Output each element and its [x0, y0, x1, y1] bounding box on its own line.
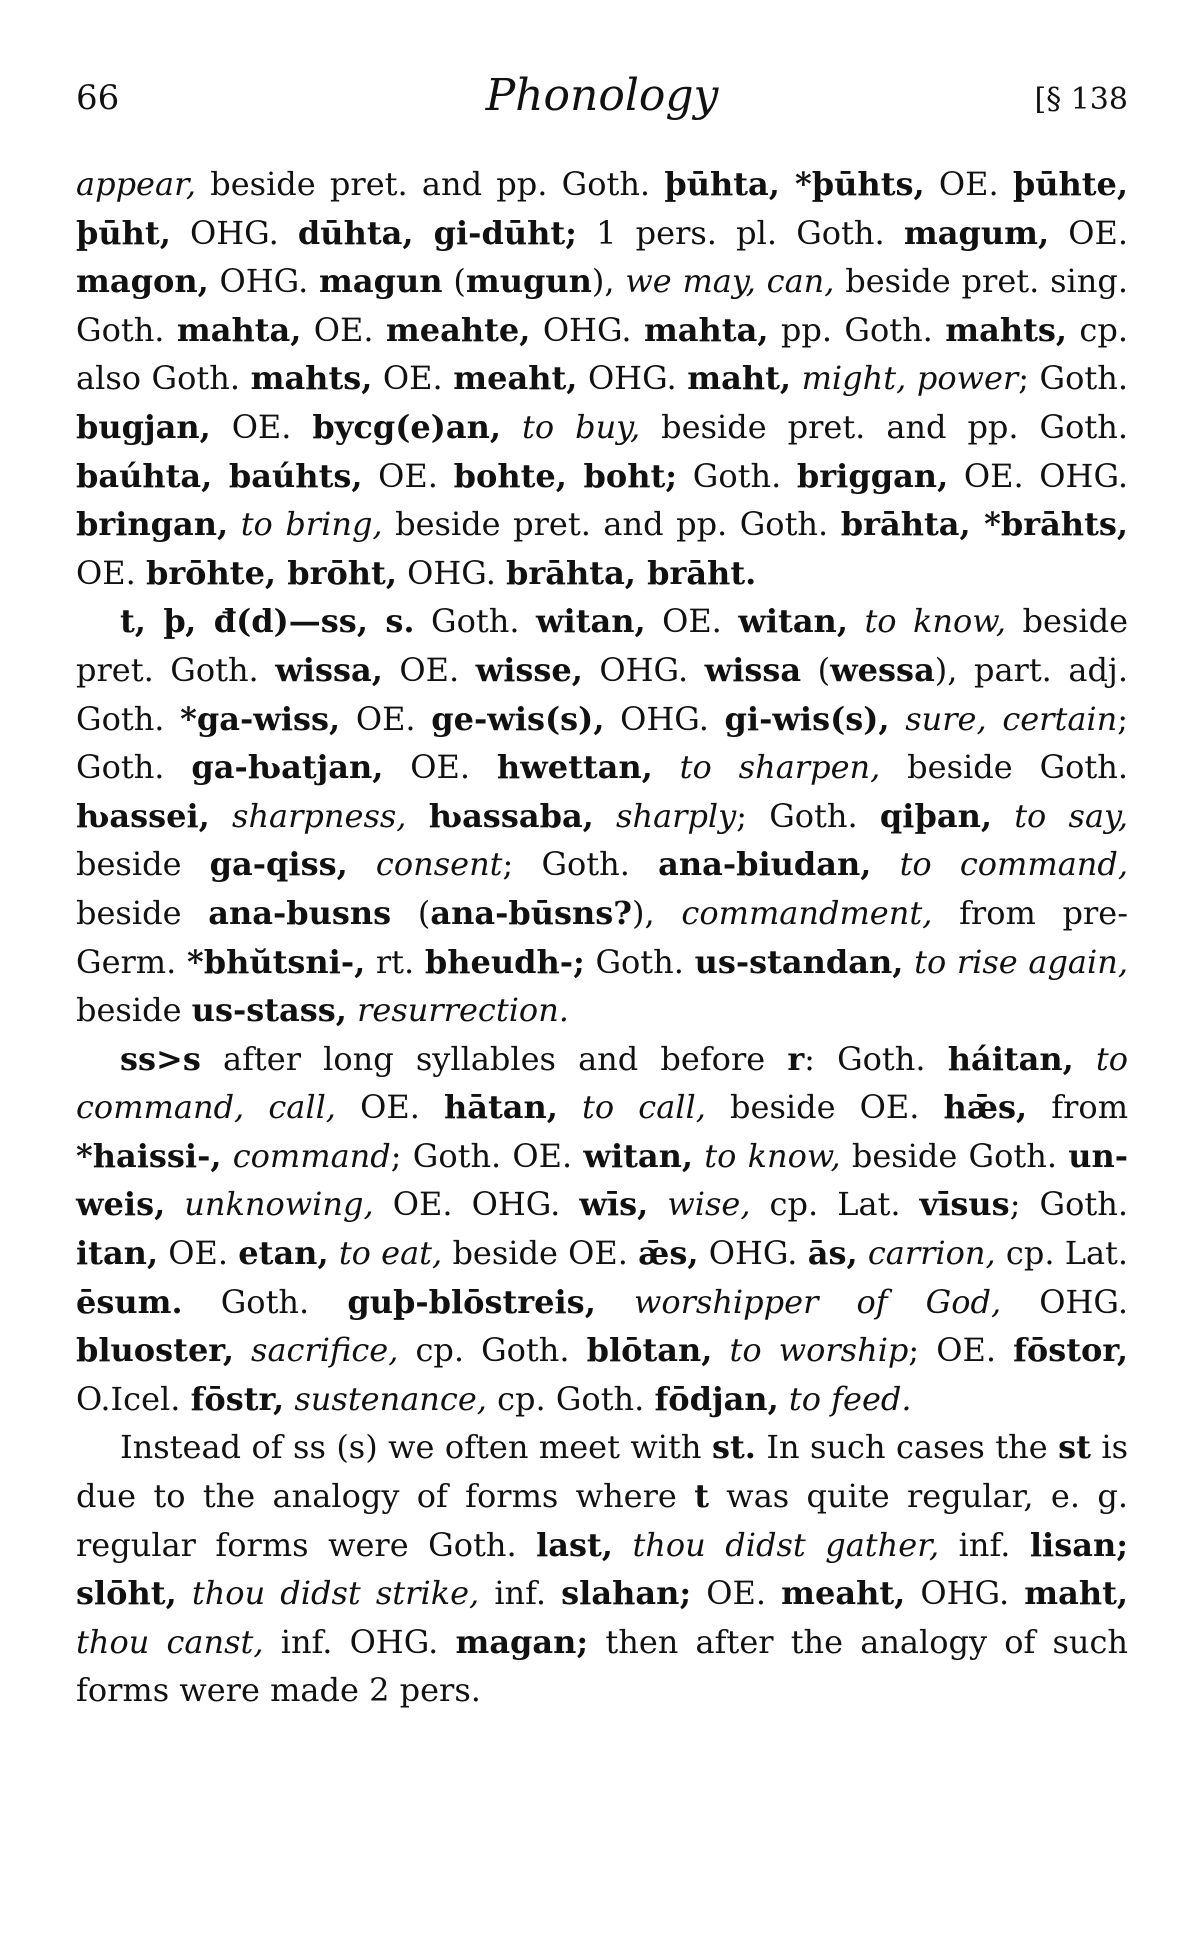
bold-term: gi-wis(s),: [724, 699, 890, 738]
italic-gloss: sharply: [616, 796, 737, 835]
bold-term: hǣs,: [943, 1088, 1028, 1127]
text-run: OE.: [383, 748, 497, 787]
text-run: inf.: [479, 1574, 562, 1613]
italic-gloss: thou canst,: [76, 1622, 264, 1661]
bold-term: hātan,: [443, 1088, 558, 1127]
text-run: [903, 943, 914, 981]
italic-gloss: to command, call,: [76, 1039, 1129, 1127]
text-run: OHG.: [582, 650, 705, 689]
text-run: [228, 505, 241, 543]
text-run: ),: [591, 262, 626, 301]
text-run: [992, 797, 1014, 835]
text-run: cp. also Goth.: [76, 310, 1128, 398]
text-run: after long syllables and before: [200, 1039, 788, 1078]
bold-term: slahan;: [561, 1574, 692, 1613]
text-run: cp. Lat.: [995, 1234, 1129, 1273]
bold-term: ga-ƕatjan,: [191, 748, 384, 787]
text-run: [406, 797, 428, 835]
bold-term: wisse,: [475, 650, 583, 689]
italic-gloss: wise,: [667, 1185, 751, 1224]
text-run: OHG.: [604, 699, 725, 738]
text-run: (: [801, 650, 831, 689]
bold-term: mahta,: [176, 310, 302, 349]
text-run: beside Goth.: [880, 748, 1129, 787]
italic-gloss: worshipper of God,: [633, 1282, 1002, 1321]
text-run: then after the analogy of such forms were made 2 pers.: [76, 1622, 1129, 1710]
text-run: inf. OHG.: [263, 1622, 456, 1661]
bold-term: ss>s: [120, 1039, 201, 1078]
bold-term: slōht,: [76, 1574, 177, 1613]
text-run: OE.: [372, 359, 454, 398]
bold-term: t: [694, 1477, 709, 1516]
running-title: Phonology: [485, 70, 719, 121]
text-run: OHG.: [1001, 1282, 1129, 1321]
bold-term: ge-wis(s),: [431, 699, 605, 738]
bold-term: ǣs,: [638, 1234, 699, 1273]
text-run: ; Goth.: [736, 796, 880, 835]
text-run: OHG.: [577, 359, 688, 398]
text-run: [177, 1574, 192, 1612]
text-run: 1 pers. pl. Goth.: [576, 213, 904, 252]
text-run: [693, 1137, 704, 1175]
italic-gloss: might, power: [801, 359, 1019, 398]
italic-gloss: to bring,: [240, 505, 383, 544]
text-run: beside: [76, 845, 210, 884]
bold-term: bugjan,: [76, 407, 211, 446]
paragraph: [76, 160, 1128, 597]
text-run: [501, 408, 522, 446]
bold-term: brāhta, brāht.: [506, 553, 757, 592]
text-run: [596, 1283, 634, 1321]
bold-term: brāhta, *brāhts,: [840, 505, 1129, 544]
page-body: [76, 160, 1128, 1715]
italic-gloss: sacrifice,: [251, 1331, 399, 1370]
italic-gloss: thou didst strike,: [191, 1574, 480, 1613]
bold-term: ana-būsns?: [430, 893, 633, 932]
bold-term: r: [787, 1039, 805, 1078]
text-run: Goth.: [182, 1282, 348, 1321]
text-run: Instead of ss (s) we often meet with: [120, 1428, 712, 1467]
text-run: [210, 797, 232, 835]
text-run: beside pret. and pp. Goth.: [382, 505, 841, 544]
italic-gloss: to call,: [582, 1088, 706, 1127]
bold-term: magum,: [903, 213, 1050, 252]
bold-term: fōstor,: [1013, 1331, 1129, 1370]
bold-term: ƕassaba,: [428, 796, 594, 835]
text-run: O.Icel.: [76, 1379, 191, 1418]
bold-term: ana-busns: [208, 893, 392, 932]
text-run: Goth.: [414, 602, 536, 641]
text-run: was quite regular, e. g. regular forms were Goth.: [76, 1477, 1129, 1564]
italic-gloss: to rise again,: [914, 942, 1129, 981]
section-reference: [§ 138: [1034, 82, 1128, 117]
text-run: rt.: [365, 942, 425, 981]
bold-term: hwettan,: [496, 748, 653, 787]
text-run: OE.: [645, 602, 739, 641]
text-run: [848, 602, 864, 640]
text-run: beside pret. and pp. Goth.: [640, 407, 1129, 446]
italic-gloss: we may, can,: [625, 262, 835, 301]
bold-term: baúhta, baúhts,: [76, 456, 363, 495]
text-run: [858, 1234, 868, 1272]
text-run: Goth.: [677, 456, 797, 495]
bold-term: witan,: [583, 1136, 694, 1175]
bold-term: bringan,: [76, 505, 229, 544]
italic-gloss: commandment,: [681, 893, 933, 932]
text-run: beside pret. sing. Goth.: [76, 262, 1128, 349]
text-run: OHG.: [396, 553, 507, 592]
italic-gloss: to buy,: [522, 407, 641, 446]
bold-term: last,: [536, 1525, 613, 1564]
bold-term: ana-biudan,: [658, 845, 872, 884]
text-run: OHG.: [698, 1234, 808, 1273]
bold-term: fōdjan,: [654, 1379, 779, 1418]
text-run: [594, 797, 616, 835]
text-run: [558, 1088, 582, 1126]
bold-term: maht,: [687, 359, 792, 398]
bold-term: þūhte, þūht,: [76, 165, 1129, 252]
bold-term: t, þ, đ(d)—ss, s.: [120, 602, 415, 641]
page-header: [76, 60, 1128, 140]
bold-term: blōtan,: [586, 1331, 713, 1370]
bold-term: mahta,: [643, 310, 769, 349]
text-run: pp. Goth.: [768, 310, 946, 349]
text-run: OE.: [362, 456, 454, 495]
text-run: OE.: [158, 1234, 239, 1273]
bold-term: fōstr,: [190, 1379, 285, 1418]
bold-term: witan,: [738, 602, 848, 641]
italic-gloss: sharpness,: [232, 796, 407, 835]
text-run: [653, 748, 680, 786]
italic-gloss: to worship: [729, 1331, 909, 1370]
italic-gloss: to know,: [704, 1136, 841, 1175]
text-run: OE. OHG.: [373, 1185, 580, 1224]
italic-gloss: to know,: [864, 602, 1007, 641]
italic-gloss: carrion,: [867, 1234, 996, 1273]
italic-gloss: thou didst gather,: [632, 1525, 940, 1564]
text-run: beside OE.: [442, 1234, 639, 1273]
bold-term: mugun: [465, 262, 592, 301]
text-run: [712, 1331, 729, 1369]
text-run: ; Goth. OE.: [390, 1136, 584, 1175]
text-run: cp. Goth.: [486, 1379, 655, 1418]
text-run: ; Goth.: [1009, 1185, 1129, 1224]
text-run: OE.: [924, 165, 1013, 203]
bold-term: wīs,: [579, 1185, 649, 1224]
bold-term: lisan;: [1029, 1525, 1129, 1564]
italic-gloss: to say,: [1014, 796, 1129, 835]
bold-term: *ga-wiss,: [180, 699, 341, 738]
text-run: [329, 1234, 339, 1272]
bold-term: qiþan,: [879, 796, 992, 835]
italic-gloss: to sharpen,: [679, 748, 881, 787]
bold-term: magon,: [76, 262, 209, 301]
text-run: Goth.: [584, 942, 695, 981]
bold-term: us-stass,: [191, 991, 347, 1030]
text-run: OHG.: [530, 310, 644, 349]
italic-gloss: sure, certain: [905, 699, 1118, 738]
text-run: beside Goth.: [840, 1136, 1069, 1175]
bold-term: itan,: [76, 1234, 159, 1273]
text-run: OE.: [1049, 213, 1129, 252]
bold-term: magan;: [455, 1622, 589, 1661]
text-run: ; OE.: [908, 1331, 1014, 1370]
text-run: [165, 1185, 184, 1223]
text-run: ), part. adj. Goth.: [76, 650, 1129, 738]
italic-gloss: to command,: [899, 845, 1129, 884]
bold-term: witan,: [535, 602, 646, 641]
text-run: [348, 845, 376, 883]
text-run: beside pret. and pp. Goth.: [196, 165, 665, 203]
bold-term: ƕassei,: [76, 796, 210, 835]
bold-term: dūhta, gi-dūht;: [297, 213, 577, 252]
italic-gloss: unknowing,: [184, 1185, 374, 1224]
bold-term: un-weis,: [76, 1136, 1129, 1224]
bold-term: þūhta, *þūhts,: [664, 165, 925, 203]
bold-term: etan,: [238, 1234, 329, 1273]
bold-term: briggan,: [796, 456, 949, 495]
text-run: [871, 845, 899, 883]
text-run: OE.: [301, 310, 386, 349]
text-run: OHG.: [208, 262, 320, 301]
bold-term: háitan,: [947, 1039, 1074, 1078]
italic-gloss: appear,: [76, 165, 197, 203]
text-run: [613, 1526, 633, 1564]
bold-term: ēsum.: [76, 1282, 183, 1321]
text-run: ),: [632, 893, 682, 932]
text-run: cp. Goth.: [398, 1331, 587, 1370]
bold-term: bheudh-;: [424, 942, 585, 981]
bold-term: maht,: [1024, 1574, 1129, 1613]
text-run: beside OE.: [705, 1088, 944, 1127]
text-run: ; Goth.: [502, 845, 659, 884]
bold-term: meahte,: [385, 310, 531, 349]
bold-term: *haissi-,: [76, 1136, 222, 1175]
italic-gloss: to eat,: [338, 1234, 443, 1273]
bold-term: ās,: [807, 1234, 858, 1273]
text-run: In such cases the: [755, 1428, 1059, 1467]
bold-term: mahts,: [250, 359, 373, 398]
text-run: [648, 1185, 667, 1223]
text-run: [347, 991, 357, 1029]
text-run: cp. Lat.: [750, 1185, 920, 1224]
text-run: beside: [76, 893, 209, 932]
text-run: [890, 700, 906, 738]
text-run: [234, 1331, 251, 1369]
bold-term: magun: [319, 262, 443, 301]
text-run: from: [1027, 1088, 1129, 1127]
text-run: : Goth.: [804, 1039, 948, 1078]
text-run: [1074, 1040, 1096, 1078]
italic-gloss: resurrection.: [357, 991, 569, 1030]
text-run: beside pret. Goth.: [76, 602, 1129, 689]
bold-term: bycg(e)an,: [312, 407, 502, 446]
italic-gloss: consent: [375, 845, 503, 884]
text-run: [222, 1137, 233, 1175]
page-number: 66: [76, 78, 120, 118]
text-run: (: [442, 262, 466, 301]
text-run: OE.: [335, 1088, 444, 1127]
text-run: ; Goth.: [76, 699, 1129, 787]
bold-term: bluoster,: [76, 1331, 234, 1370]
text-run: OE.: [382, 650, 476, 689]
paragraph: [76, 1035, 1128, 1424]
bold-term: wessa: [830, 650, 935, 689]
text-run: beside: [76, 991, 192, 1030]
text-run: OE.: [210, 407, 313, 446]
bold-term: mahts,: [945, 310, 1068, 349]
bold-term: st.: [711, 1428, 756, 1467]
text-run: inf.: [939, 1525, 1030, 1564]
bold-term: vīsus: [919, 1185, 1010, 1224]
text-run: is due to the analogy of forms where: [76, 1428, 1129, 1516]
bold-term: wissa,: [275, 650, 383, 689]
text-run: ; Goth.: [1018, 359, 1129, 398]
bold-term: wissa: [704, 650, 802, 689]
bold-term: brōhte, brōht,: [145, 553, 397, 592]
text-run: OE.: [691, 1574, 782, 1613]
text-run: [791, 359, 802, 397]
text-run: OHG.: [905, 1574, 1025, 1613]
bold-term: st: [1058, 1428, 1091, 1467]
bold-term: *bhŭtsni-,: [186, 942, 366, 981]
bold-term: meaht,: [453, 359, 578, 398]
text-run: (: [391, 893, 431, 932]
text-run: OHG.: [170, 213, 298, 252]
text-run: OE.: [76, 553, 146, 592]
text-run: OE.: [340, 699, 432, 738]
paragraph: [76, 597, 1128, 1034]
bold-term: bohte, boht;: [453, 456, 678, 495]
text-run: [779, 1380, 789, 1418]
bold-term: us-standan,: [694, 942, 904, 981]
bold-term: ga-qiss,: [209, 845, 348, 884]
text-run: [284, 1380, 294, 1418]
bold-term: guþ-blōstreis,: [347, 1282, 596, 1321]
italic-gloss: command: [232, 1136, 391, 1175]
italic-gloss: sustenance,: [294, 1379, 487, 1418]
text-run: OE. OHG.: [948, 456, 1129, 495]
italic-gloss: to feed.: [788, 1379, 912, 1418]
bold-term: meaht,: [781, 1574, 906, 1613]
text-run: from pre-Germ.: [76, 893, 1129, 981]
paragraph: [76, 1423, 1128, 1715]
